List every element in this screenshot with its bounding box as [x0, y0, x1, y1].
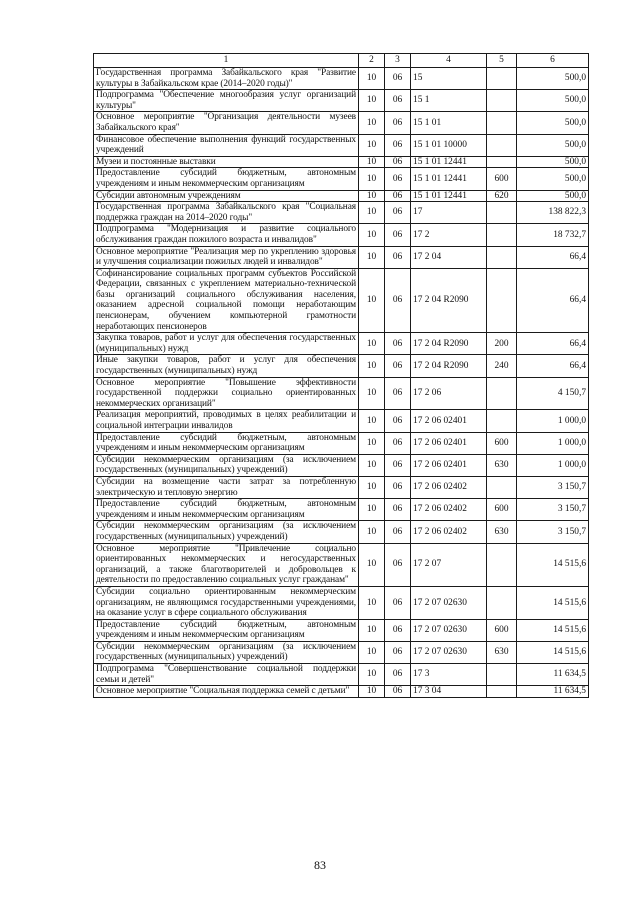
row-target-article-cell: 17 2 07 02630 — [411, 619, 487, 641]
row-name-cell: Субсидии некоммерческим организациям (за исключением государственных (муниципальных) учреждений) — [94, 641, 359, 663]
row-target-article-cell: 17 2 06 02401 — [411, 410, 487, 432]
row-name-cell: Основное мероприятие "Организация деятельности музеев Забайкальского края" — [94, 112, 359, 134]
row-expense-type-cell: 620 — [487, 190, 517, 202]
row-amount-cell: 500,0 — [517, 156, 589, 168]
row-section-cell: 10 — [359, 619, 385, 641]
row-section-cell: 10 — [359, 521, 385, 543]
row-section-cell: 10 — [359, 168, 385, 190]
row-target-article-cell: 17 2 06 — [411, 377, 487, 410]
row-expense-type-cell: 630 — [487, 454, 517, 476]
row-section-cell: 10 — [359, 410, 385, 432]
row-section-cell: 10 — [359, 543, 385, 586]
column-header-amount: 6 — [517, 54, 589, 68]
row-amount-cell: 66,4 — [517, 355, 589, 377]
row-target-article-cell: 15 1 01 12441 — [411, 168, 487, 190]
row-target-article-cell: 15 1 01 12441 — [411, 156, 487, 168]
row-target-article-cell: 17 2 06 02402 — [411, 521, 487, 543]
row-expense-type-cell: 600 — [487, 499, 517, 521]
row-section-cell: 10 — [359, 355, 385, 377]
row-name-cell: Основное мероприятие "Реализация мер по укреплению здоровья и улучшения социализации пожилых людей и инвалидов" — [94, 246, 359, 268]
table-row — [94, 499, 589, 521]
row-amount-cell: 3 150,7 — [517, 499, 589, 521]
table-row — [94, 68, 589, 90]
row-expense-type-cell — [487, 686, 517, 698]
row-amount-cell: 3 150,7 — [517, 476, 589, 498]
row-name-cell: Финансовое обеспечение выполнения функций государственных учреждений — [94, 134, 359, 156]
row-subsection-cell: 06 — [385, 686, 411, 698]
row-name-cell: Предоставление субсидий бюджетным, автономным учреждениям и иным некоммерческим организациям — [94, 168, 359, 190]
row-target-article-cell: 15 1 — [411, 90, 487, 112]
row-target-article-cell: 17 2 06 02401 — [411, 432, 487, 454]
column-header-subsection: 3 — [385, 54, 411, 68]
row-name-cell: Подпрограмма "Совершенствование социальной поддержки семьи и детей" — [94, 664, 359, 686]
row-amount-cell: 1 000,0 — [517, 410, 589, 432]
table-row — [94, 134, 589, 156]
row-name-cell: Основное мероприятие "Повышение эффективности государственной поддержки социально ориентированных некоммерческих организаций" — [94, 377, 359, 410]
row-section-cell: 10 — [359, 432, 385, 454]
column-header-name: 1 — [94, 54, 359, 68]
budget-table — [93, 53, 589, 698]
row-expense-type-cell: 630 — [487, 641, 517, 663]
row-expense-type-cell: 240 — [487, 355, 517, 377]
row-subsection-cell: 06 — [385, 68, 411, 90]
row-expense-type-cell — [487, 112, 517, 134]
row-expense-type-cell: 630 — [487, 521, 517, 543]
row-amount-cell: 4 150,7 — [517, 377, 589, 410]
row-subsection-cell: 06 — [385, 499, 411, 521]
table-row — [94, 377, 589, 410]
table-body — [94, 68, 589, 698]
row-amount-cell: 500,0 — [517, 134, 589, 156]
row-section-cell: 10 — [359, 90, 385, 112]
table-row — [94, 454, 589, 476]
table-row — [94, 355, 589, 377]
row-target-article-cell: 17 2 07 02630 — [411, 586, 487, 619]
row-section-cell: 10 — [359, 476, 385, 498]
row-subsection-cell: 06 — [385, 476, 411, 498]
row-subsection-cell: 06 — [385, 543, 411, 586]
row-expense-type-cell — [487, 134, 517, 156]
table-row — [94, 202, 589, 224]
row-section-cell: 10 — [359, 112, 385, 134]
row-target-article-cell: 17 2 04 R2090 — [411, 355, 487, 377]
row-target-article-cell: 15 1 01 — [411, 112, 487, 134]
row-subsection-cell: 06 — [385, 202, 411, 224]
row-section-cell: 10 — [359, 499, 385, 521]
table-row — [94, 619, 589, 641]
table-row — [94, 476, 589, 498]
budget-table-sheet — [93, 53, 589, 698]
row-target-article-cell: 17 3 — [411, 664, 487, 686]
row-subsection-cell: 06 — [385, 246, 411, 268]
row-subsection-cell: 06 — [385, 454, 411, 476]
row-amount-cell: 66,4 — [517, 246, 589, 268]
row-target-article-cell: 17 3 04 — [411, 686, 487, 698]
row-subsection-cell: 06 — [385, 224, 411, 246]
row-name-cell: Иные закупки товаров, работ и услуг для обеспечения государственных (муниципальных) нужд — [94, 355, 359, 377]
table-row — [94, 641, 589, 663]
row-subsection-cell: 06 — [385, 432, 411, 454]
column-header-target-article: 4 — [411, 54, 487, 68]
row-name-cell: Подпрограмма "Обеспечение многообразия услуг организаций культуры" — [94, 90, 359, 112]
row-target-article-cell: 17 2 04 — [411, 246, 487, 268]
row-name-cell: Предоставление субсидий бюджетным, автономным учреждениям и иным некоммерческим организациям — [94, 619, 359, 641]
row-section-cell: 10 — [359, 190, 385, 202]
row-expense-type-cell — [487, 664, 517, 686]
row-target-article-cell: 17 2 06 02401 — [411, 454, 487, 476]
row-section-cell: 10 — [359, 268, 385, 333]
row-amount-cell: 14 515,6 — [517, 543, 589, 586]
row-expense-type-cell — [487, 268, 517, 333]
row-target-article-cell: 15 — [411, 68, 487, 90]
row-expense-type-cell — [487, 476, 517, 498]
row-section-cell: 10 — [359, 134, 385, 156]
row-name-cell: Субсидии на возмещение части затрат за потребленную электрическую и тепловую энергию — [94, 476, 359, 498]
row-amount-cell: 138 822,3 — [517, 202, 589, 224]
row-section-cell: 10 — [359, 664, 385, 686]
row-target-article-cell: 17 2 07 02630 — [411, 641, 487, 663]
row-section-cell: 10 — [359, 156, 385, 168]
row-subsection-cell: 06 — [385, 586, 411, 619]
row-name-cell: Закупка товаров, работ и услуг для обеспечения государственных (муниципальных) нужд — [94, 333, 359, 355]
row-expense-type-cell — [487, 586, 517, 619]
row-subsection-cell: 06 — [385, 377, 411, 410]
row-amount-cell: 14 515,6 — [517, 641, 589, 663]
row-name-cell: Музеи и постоянные выставки — [94, 156, 359, 168]
table-row — [94, 521, 589, 543]
table-row — [94, 686, 589, 698]
row-name-cell: Реализация мероприятий, проводимых в целях реабилитации и социальной интеграции инвалидов — [94, 410, 359, 432]
table-row — [94, 246, 589, 268]
table-row — [94, 224, 589, 246]
row-amount-cell: 1 000,0 — [517, 432, 589, 454]
table-row — [94, 90, 589, 112]
table-row — [94, 268, 589, 333]
table-header-row — [94, 54, 589, 68]
row-target-article-cell: 15 1 01 10000 — [411, 134, 487, 156]
row-amount-cell: 18 732,7 — [517, 224, 589, 246]
row-name-cell: Предоставление субсидий бюджетным, автономным учреждениям и иным некоммерческим организациям — [94, 432, 359, 454]
row-amount-cell: 14 515,6 — [517, 619, 589, 641]
table-row — [94, 586, 589, 619]
row-section-cell: 10 — [359, 246, 385, 268]
row-subsection-cell: 06 — [385, 355, 411, 377]
row-expense-type-cell — [487, 246, 517, 268]
row-expense-type-cell: 200 — [487, 333, 517, 355]
row-section-cell: 10 — [359, 68, 385, 90]
row-amount-cell: 500,0 — [517, 90, 589, 112]
column-header-expense-type: 5 — [487, 54, 517, 68]
row-expense-type-cell: 600 — [487, 432, 517, 454]
row-amount-cell: 66,4 — [517, 333, 589, 355]
table-row — [94, 432, 589, 454]
row-amount-cell: 3 150,7 — [517, 521, 589, 543]
row-name-cell: Подпрограмма "Модернизация и развитие социального обслуживания граждан пожилого возраста и инвалидов" — [94, 224, 359, 246]
row-amount-cell: 11 634,5 — [517, 664, 589, 686]
row-target-article-cell: 17 2 — [411, 224, 487, 246]
page-number: 83 — [314, 858, 326, 872]
row-expense-type-cell — [487, 410, 517, 432]
row-section-cell: 10 — [359, 586, 385, 619]
row-name-cell: Предоставление субсидий бюджетным, автономным учреждениям и иным некоммерческим организациям — [94, 499, 359, 521]
row-amount-cell: 11 634,5 — [517, 686, 589, 698]
table-row — [94, 190, 589, 202]
column-header-section: 2 — [359, 54, 385, 68]
table-row — [94, 664, 589, 686]
row-name-cell: Основное мероприятие "Привлечение социально ориентированных некоммерческих и негосударственных организаций, а также благотворителей и добровольцев к деятельности по предоставлению социальных услуг гражданам" — [94, 543, 359, 586]
table-row — [94, 112, 589, 134]
row-expense-type-cell — [487, 202, 517, 224]
row-subsection-cell: 06 — [385, 619, 411, 641]
row-expense-type-cell — [487, 90, 517, 112]
row-name-cell: Субсидии автономным учреждениям — [94, 190, 359, 202]
row-section-cell: 10 — [359, 454, 385, 476]
row-subsection-cell: 06 — [385, 190, 411, 202]
row-target-article-cell: 17 2 06 02402 — [411, 499, 487, 521]
row-amount-cell: 500,0 — [517, 190, 589, 202]
row-amount-cell: 500,0 — [517, 168, 589, 190]
row-expense-type-cell: 600 — [487, 619, 517, 641]
row-target-article-cell: 17 — [411, 202, 487, 224]
row-subsection-cell: 06 — [385, 134, 411, 156]
row-amount-cell: 66,4 — [517, 268, 589, 333]
row-subsection-cell: 06 — [385, 521, 411, 543]
row-name-cell: Субсидии некоммерческим организациям (за исключением государственных (муниципальных) учреждений) — [94, 521, 359, 543]
row-subsection-cell: 06 — [385, 112, 411, 134]
row-subsection-cell: 06 — [385, 90, 411, 112]
row-name-cell: Субсидии некоммерческим организациям (за исключением государственных (муниципальных) учреждений) — [94, 454, 359, 476]
table-row — [94, 410, 589, 432]
row-subsection-cell: 06 — [385, 156, 411, 168]
row-subsection-cell: 06 — [385, 410, 411, 432]
table-row — [94, 543, 589, 586]
row-expense-type-cell — [487, 68, 517, 90]
row-name-cell: Государственная программа Забайкальского края "Социальная поддержка граждан на 2014–2020 годы" — [94, 202, 359, 224]
row-subsection-cell: 06 — [385, 333, 411, 355]
row-section-cell: 10 — [359, 686, 385, 698]
row-name-cell: Софинансирование социальных программ субъектов Российской Федерации, связанных с укреплением материально-технической базы организаций социального обслуживания населения, оказанием адресной социальной помощи неработающим пенсионерам, обучением компьютерной грамотности неработающих пенсионеров — [94, 268, 359, 333]
table-row — [94, 333, 589, 355]
row-name-cell: Основное мероприятие "Социальная поддержка семей с детьми" — [94, 686, 359, 698]
row-subsection-cell: 06 — [385, 641, 411, 663]
row-expense-type-cell — [487, 224, 517, 246]
row-target-article-cell: 17 2 04 R2090 — [411, 333, 487, 355]
row-subsection-cell: 06 — [385, 268, 411, 333]
row-expense-type-cell: 600 — [487, 168, 517, 190]
row-section-cell: 10 — [359, 641, 385, 663]
row-amount-cell: 500,0 — [517, 112, 589, 134]
row-amount-cell: 14 515,6 — [517, 586, 589, 619]
row-expense-type-cell — [487, 156, 517, 168]
row-amount-cell: 1 000,0 — [517, 454, 589, 476]
row-expense-type-cell — [487, 377, 517, 410]
table-row — [94, 156, 589, 168]
row-subsection-cell: 06 — [385, 168, 411, 190]
row-name-cell: Субсидии социально ориентированным некоммерческим организациям, не являющимся государственными учреждениями, на оказание услуг в сфере социального обслуживания — [94, 586, 359, 619]
row-section-cell: 10 — [359, 224, 385, 246]
row-expense-type-cell — [487, 543, 517, 586]
row-target-article-cell: 17 2 07 — [411, 543, 487, 586]
row-target-article-cell: 17 2 04 R2090 — [411, 268, 487, 333]
row-amount-cell: 500,0 — [517, 68, 589, 90]
table-row — [94, 168, 589, 190]
row-section-cell: 10 — [359, 202, 385, 224]
row-name-cell: Государственная программа Забайкальского края "Развитие культуры в Забайкальском крае (2014–2020 годы)" — [94, 68, 359, 90]
row-section-cell: 10 — [359, 333, 385, 355]
row-target-article-cell: 15 1 01 12441 — [411, 190, 487, 202]
row-subsection-cell: 06 — [385, 664, 411, 686]
row-section-cell: 10 — [359, 377, 385, 410]
row-target-article-cell: 17 2 06 02402 — [411, 476, 487, 498]
